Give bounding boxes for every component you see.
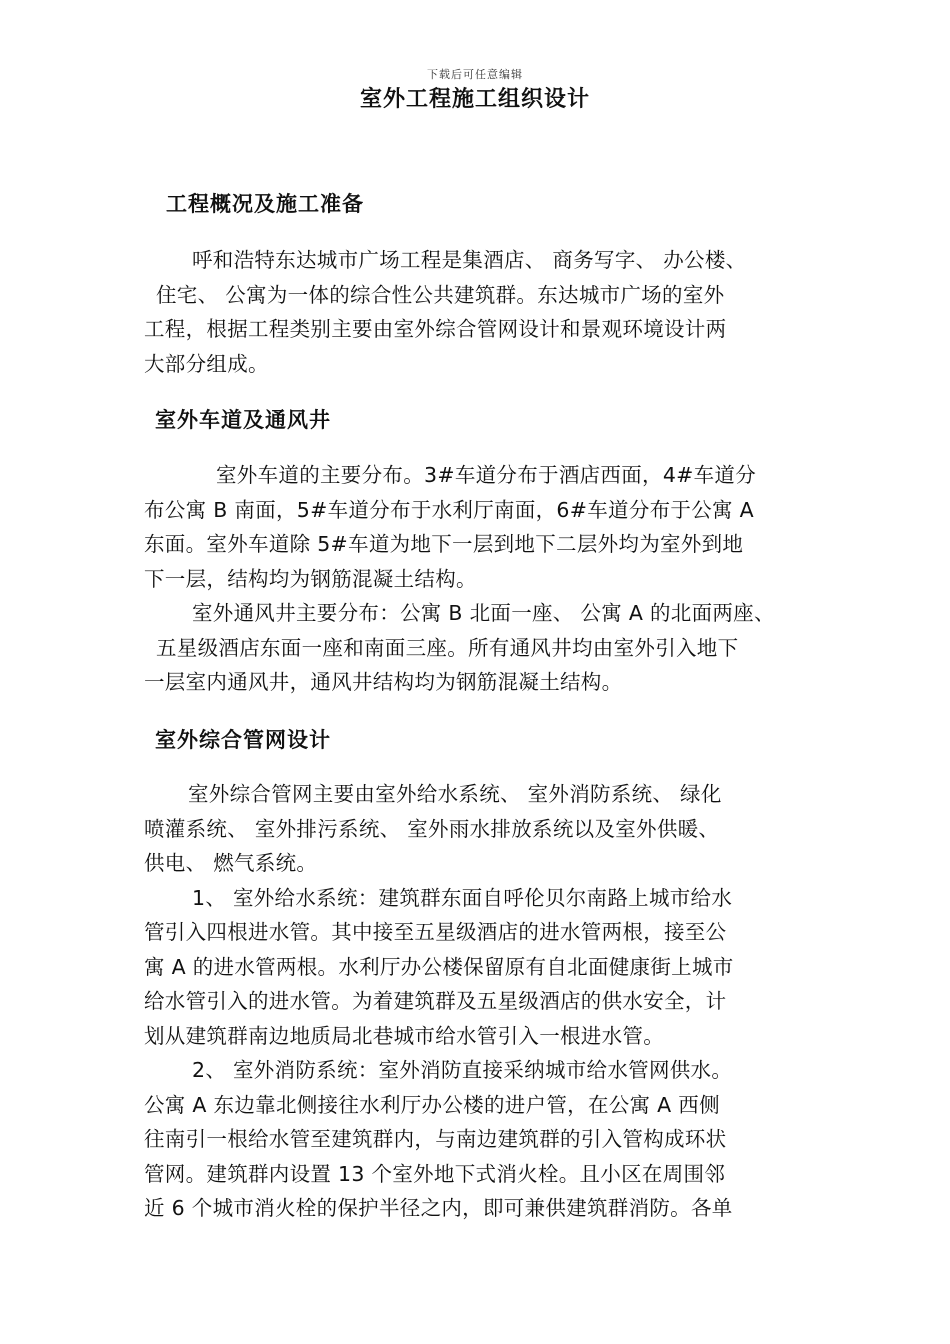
text-line: 室外通风井主要分布：公寓 B 北面一座、 公寓 A 的北面两座、 xyxy=(192,601,775,625)
text-line: 大部分组成。 xyxy=(144,351,269,376)
text-line: 近 6 个城市消火栓的保护半径之内，即可兼供建筑群消防。各单 xyxy=(144,1196,733,1220)
text-line: 东面。室外车道除 5#车道为地下一层到地下二层外均为室外到地 xyxy=(144,532,744,556)
paragraph xyxy=(144,458,812,700)
text-line: 管网。建筑群内设置 13 个室外地下式消火栓。且小区在周围邻 xyxy=(144,1161,726,1186)
text-line: 喷灌系统、 室外排污系统、 室外雨水排放系统以及室外供暖、 xyxy=(144,816,720,841)
text-line: 供电、 燃气系统。 xyxy=(144,851,318,875)
text-line: 下一层，结构均为钢筋混凝土结构。 xyxy=(144,566,477,591)
paragraph xyxy=(144,243,812,381)
section-heading: 室外车道及通风井 xyxy=(155,408,331,432)
section-heading: 工程概况及施工准备 xyxy=(166,192,364,216)
paragraph xyxy=(144,777,812,1226)
text-line: 室外综合管网主要由室外给水系统、 室外消防系统、 绿化 xyxy=(188,782,722,806)
text-line: 管引入四根进水管。其中接至五星级酒店的进水管两根，接至公 xyxy=(144,920,727,944)
text-line: 工程，根据工程类别主要由室外综合管网设计和景观环境设计两 xyxy=(144,317,727,341)
text-line: 一层室内通风井，通风井结构均为钢筋混凝土结构。 xyxy=(144,670,623,694)
text-line: 住宅、 公寓为一体的综合性公共建筑群。东达城市广场的室外 xyxy=(156,282,725,307)
document-title: 室外工程施工组织设计 xyxy=(359,87,590,112)
text-line: 公寓 A 东边靠北侧接往水利厅办公楼的进户管，在公寓 A 西侧 xyxy=(144,1092,720,1117)
text-line: 室外车道的主要分布。3#车道分布于酒店西面，4#车道分 xyxy=(216,463,757,487)
text-line: 给水管引入的进水管。为着建筑群及五星级酒店的供水安全，计 xyxy=(144,989,727,1013)
text-line: 寓 A 的进水管两根。水利厅办公楼保留原有自北面健康街上城市 xyxy=(144,954,734,979)
text-line: 2、 室外消防系统：室外消防直接采纳城市给水管网供水。 xyxy=(192,1058,733,1082)
watermark-text: 下载后可任意编辑 xyxy=(427,68,523,81)
text-line: 划从建筑群南边地质局北巷城市给水管引入一根进水管。 xyxy=(144,1023,664,1048)
text-line: 五星级酒店东面一座和南面三座。所有通风井均由室外引入地下 xyxy=(156,635,739,660)
text-line: 布公寓 B 南面，5#车道分布于水利厅南面，6#车道分布于公寓 A xyxy=(144,497,754,522)
text-line: 往南引一根给水管至建筑群内，与南边建筑群的引入管构成环状 xyxy=(144,1127,727,1151)
text-line: 呼和浩特东达城市广场工程是集酒店、 商务写字、 办公楼、 xyxy=(192,248,747,272)
section-heading: 室外综合管网设计 xyxy=(155,728,331,752)
text-line: 1、 室外给水系统：建筑群东面自呼伦贝尔南路上城市给水 xyxy=(192,885,733,910)
